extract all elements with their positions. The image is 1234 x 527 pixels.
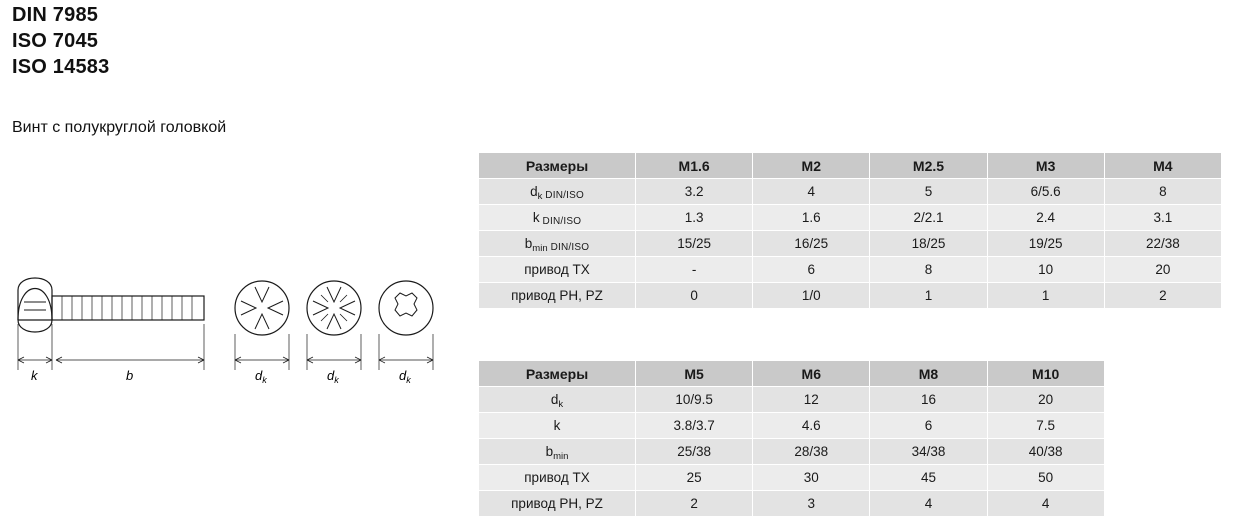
- table-row: [479, 413, 1222, 439]
- table2-row3-empty: [1104, 465, 1221, 491]
- table1-row0-col3: 5: [870, 179, 987, 205]
- dimensions-table-large-sizes: [478, 360, 1222, 517]
- table2-row1-empty: [1104, 413, 1221, 439]
- table2-row2-col3: 34/38: [870, 439, 987, 465]
- table1-row2-col1: 15/25: [636, 231, 753, 257]
- table1-row3-col4: 10: [987, 257, 1104, 283]
- table2-header-empty: [1104, 361, 1221, 387]
- table2-row3-col2: 30: [753, 465, 870, 491]
- table2-header-m8: M8: [870, 361, 987, 387]
- dimensions-table-small-sizes: [478, 152, 1222, 309]
- table1-header-label: Размеры: [479, 153, 636, 179]
- table1-row1-label: k DIN/ISO: [479, 205, 636, 231]
- table2-row1-label: k: [479, 413, 636, 439]
- table1-row3-col5: 20: [1104, 257, 1221, 283]
- table1-row1-col3: 2/2.1: [870, 205, 987, 231]
- dim-label-b: b: [126, 368, 134, 383]
- table1-row4-col1: 0: [636, 283, 753, 309]
- table2-row4-col4: 4: [987, 491, 1104, 517]
- table1-header-m1-6: M1.6: [636, 153, 753, 179]
- table1-row4-col4: 1: [987, 283, 1104, 309]
- table2-row4-empty: [1104, 491, 1221, 517]
- table-row: [479, 439, 1222, 465]
- table2-row4-col2: 3: [753, 491, 870, 517]
- table1-row0-label: $d_k$ DIN/ISO: [479, 179, 636, 205]
- table2-row4-col3: 4: [870, 491, 987, 517]
- table2-header-m10: M10: [987, 361, 1104, 387]
- table2-row1-col3: 6: [870, 413, 987, 439]
- table2-header-m5: M5: [636, 361, 753, 387]
- table1-row1-col5: 3.1: [1104, 205, 1221, 231]
- table2-row1-col1: 3.8/3.7: [636, 413, 753, 439]
- table1-row0-col4: 6/5.6: [987, 179, 1104, 205]
- table2-row3-col1: 25: [636, 465, 753, 491]
- table2-header-label: Размеры: [479, 361, 636, 387]
- product-description: Винт с полукруглой головкой: [12, 119, 227, 136]
- table-row: [479, 179, 1222, 205]
- table-row: [479, 283, 1222, 309]
- table1-header-m2-5: M2.5: [870, 153, 987, 179]
- table-row: [479, 205, 1222, 231]
- screw-shank: [52, 296, 204, 320]
- table1-row0-col1: 3.2: [636, 179, 753, 205]
- table1-row3-col2: 6: [753, 257, 870, 283]
- table2-row0-empty: [1104, 387, 1221, 413]
- table1-row2-col2: 16/25: [753, 231, 870, 257]
- table2-row1-col4: 7.5: [987, 413, 1104, 439]
- table2-row4-col1: 2: [636, 491, 753, 517]
- dim-label-dk-ph: $d_k$: [255, 368, 267, 385]
- table-row: [479, 231, 1222, 257]
- table2-row2-label: $b_{min}$: [479, 439, 636, 465]
- table1-row4-col3: 1: [870, 283, 987, 309]
- table1-row0-col2: 4: [753, 179, 870, 205]
- head-top-view-pz: [307, 281, 361, 335]
- head-top-view-tx: [379, 281, 433, 335]
- table2-row3-col3: 45: [870, 465, 987, 491]
- table1-header-m3: M3: [987, 153, 1104, 179]
- table1-row0-col5: 8: [1104, 179, 1221, 205]
- table-row: [479, 465, 1222, 491]
- table2-row0-col1: 10/9.5: [636, 387, 753, 413]
- table1-row4-label: привод PH, PZ: [479, 283, 636, 309]
- table2-row4-label: привод PH, PZ: [479, 491, 636, 517]
- table1-row3-col3: 8: [870, 257, 987, 283]
- table2-row3-col4: 50: [987, 465, 1104, 491]
- screw-technical-drawing: [0, 262, 466, 402]
- table2-row0-col2: 12: [753, 387, 870, 413]
- table1-row3-label: привод TX: [479, 257, 636, 283]
- head-top-view-ph: [235, 281, 289, 335]
- standard-din-7985: DIN 7985: [12, 4, 99, 26]
- table1-row4-col2: 1/0: [753, 283, 870, 309]
- table2-row3-label: привод TX: [479, 465, 636, 491]
- table1-header-m2: M2: [753, 153, 870, 179]
- dim-label-dk-pz: $d_k$: [327, 368, 339, 385]
- dim-label-dk-tx: $d_k$: [399, 368, 411, 385]
- table2-row1-col2: 4.6: [753, 413, 870, 439]
- table-row: [479, 491, 1222, 517]
- dim-label-k: k: [31, 368, 38, 383]
- table1-row1-col4: 2.4: [987, 205, 1104, 231]
- table2-row0-col4: 20: [987, 387, 1104, 413]
- table1-row1-col2: 1.6: [753, 205, 870, 231]
- screw-head-side: [18, 278, 52, 332]
- table-header-row: [479, 153, 1222, 179]
- table-row: [479, 387, 1222, 413]
- table2-row0-col3: 16: [870, 387, 987, 413]
- standards-title-block: [12, 2, 109, 80]
- table2-row2-col1: 25/38: [636, 439, 753, 465]
- table1-row2-col3: 18/25: [870, 231, 987, 257]
- table1-row4-col5: 2: [1104, 283, 1221, 309]
- table1-header-m4: M4: [1104, 153, 1221, 179]
- table1-row2-col4: 19/25: [987, 231, 1104, 257]
- standard-iso-14583: ISO 14583: [12, 56, 110, 78]
- table2-row2-col2: 28/38: [753, 439, 870, 465]
- table1-row1-col1: 1.3: [636, 205, 753, 231]
- standard-iso-7045: ISO 7045: [12, 30, 99, 52]
- table-row: [479, 257, 1222, 283]
- table2-row2-col4: 40/38: [987, 439, 1104, 465]
- table2-row0-label: $d_k$: [479, 387, 636, 413]
- table2-row2-empty: [1104, 439, 1221, 465]
- table1-row2-col5: 22/38: [1104, 231, 1221, 257]
- table2-header-m6: M6: [753, 361, 870, 387]
- table-header-row: [479, 361, 1222, 387]
- table1-row3-col1: -: [636, 257, 753, 283]
- table1-row2-label: $b_{min}$ DIN/ISO: [479, 231, 636, 257]
